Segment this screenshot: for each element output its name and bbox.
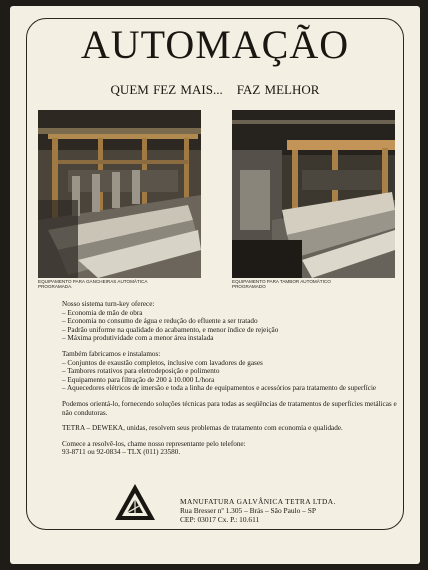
- photo-caption-left: EQUIPAMENTO PARA GANCHEIRAS AUTOMÁTICA PROGRAMADA.: [38, 279, 148, 289]
- list-item: – Aquecedores elétricos de imersão e toda a linha de equipamentos e acessórios para tratamento de superfície: [62, 384, 377, 393]
- list-item: – Equipamento para filtração de 200 à 10.000 L/hora: [62, 375, 215, 384]
- also-intro: Também fabricamos e instalamos:: [62, 349, 161, 358]
- list-item: – Conjuntos de exaustão completos, inclusive com lavadores de gases: [62, 358, 263, 367]
- turnkey-intro: Nosso sistema turn-key oferece:: [62, 300, 155, 308]
- photo-barrel-equipment: [232, 110, 395, 278]
- company-postal: CEP: 03017 Cx. P.: 10.611: [180, 515, 260, 524]
- tagline-part-2: FAZ MELHOR: [236, 82, 320, 97]
- tagline: [10, 82, 420, 98]
- phone-numbers: 93-8711 ou 92-0834 – TLX (011) 23580.: [62, 448, 181, 457]
- list-item: – Economia no consumo de água e redução do efluente a ser tratado: [62, 317, 258, 326]
- tagline-part-1: QUEM FEZ MAIS...: [110, 82, 223, 97]
- tetra-deweka-paragraph: TETRA – DEWEKA, unidas, resolvem seus problemas de tratamento com economia e qualidade.: [62, 424, 343, 433]
- also-list: [62, 359, 402, 393]
- list-item: – Economia de mão de obra: [62, 308, 143, 317]
- body-copy: [62, 300, 402, 457]
- company-address: Rua Bresser nº 1.305 – Brás – São Paulo – SP: [180, 506, 316, 515]
- orientation-paragraph: Podemos orientá-lo, fornecendo soluções técnicas para todas as seqüências de tratamentos de superfícies metálicas e não condutoras.: [62, 399, 397, 417]
- company-info: [180, 497, 380, 524]
- company-name: MANUFATURA GALVÂNICA TETRA LTDA.: [180, 497, 336, 506]
- tetra-logo-icon: [113, 482, 157, 522]
- headline: AUTOMAÇÃO: [80, 22, 350, 67]
- photo-caption-right: EQUIPAMENTO PARA TAMBOR AUTOMÁTICO PROGRAMADO: [232, 279, 331, 289]
- list-item: – Máxima produtividade com a menor área instalada: [62, 334, 214, 343]
- ad-page: [10, 6, 420, 564]
- list-item: – Tambores rotativos para eletrodeposição e polimento: [62, 367, 220, 376]
- photo-rack-equipment: [38, 110, 201, 278]
- turnkey-list: [62, 309, 402, 343]
- contact-paragraph: Comece a resolvê-los, chame nosso representante pelo telefone:: [62, 439, 246, 448]
- list-item: – Padrão uniforme na qualidade do acabamento, e menor índice de rejeição: [62, 325, 279, 334]
